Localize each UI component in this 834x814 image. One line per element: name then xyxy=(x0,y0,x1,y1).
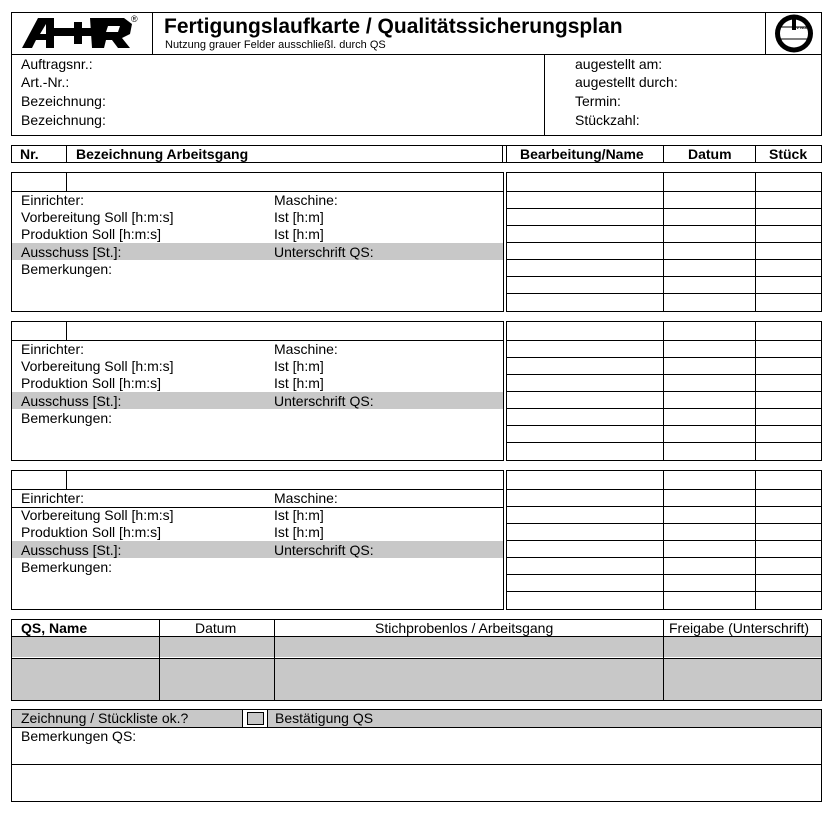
header-divider xyxy=(152,12,153,55)
qs-col-div-3 xyxy=(663,619,664,701)
logo-graphic xyxy=(18,14,146,52)
stueckzahl-label: Stückzahl: xyxy=(575,112,640,128)
seal-label: TÜV NORD xyxy=(791,25,812,30)
footer-div-1 xyxy=(242,709,243,728)
termin-label: Termin: xyxy=(575,93,621,109)
artnr-label: Art.-Nr.: xyxy=(21,74,70,90)
grid-line xyxy=(506,276,822,277)
grid-line xyxy=(506,391,822,392)
maschine-label: Maschine: xyxy=(274,341,338,357)
footer-div-2 xyxy=(267,709,268,728)
ausschuss-label: Ausschuss [St.]: xyxy=(21,542,122,558)
tuev-seal-icon xyxy=(772,13,816,54)
unterschrift-qs-label: Unterschrift QS: xyxy=(274,244,374,260)
ops-header-div-5 xyxy=(755,145,756,163)
ausschuss-label: Ausschuss [St.]: xyxy=(21,244,122,260)
company-logo xyxy=(18,14,146,52)
produktion-label: Produktion Soll [h:m:s] xyxy=(21,375,162,391)
maschine-label: Maschine: xyxy=(274,192,338,208)
op-title-line xyxy=(11,340,504,341)
ops-header-div-3 xyxy=(506,145,507,163)
ist-label-2: Ist [h:m] xyxy=(274,524,324,540)
grid-line xyxy=(506,425,822,426)
footer-line-2 xyxy=(11,764,822,765)
operation-block-1 xyxy=(0,172,834,313)
col-nr-header: Nr. xyxy=(20,146,39,162)
bemerkungen-label: Bemerkungen: xyxy=(21,410,113,426)
qs-datum-header: Datum xyxy=(195,620,237,636)
grid-line xyxy=(506,259,822,260)
einrichter-label: Einrichter: xyxy=(21,490,85,506)
page-title: Fertigungslaufkarte / Qualitätssicherungsplan xyxy=(164,15,623,38)
grid-line xyxy=(506,574,822,575)
vorbereitung-label: Vorbereitung Soll [h:m:s] xyxy=(21,209,174,225)
unterschrift-qs-label: Unterschrift QS: xyxy=(274,542,374,558)
qs-freigabe-header: Freigabe (Unterschrift) xyxy=(669,620,810,636)
logo-registered-mark: ® xyxy=(131,14,138,24)
col-bezeichnung-header: Bezeichnung Arbeitsgang xyxy=(76,146,249,162)
ops-header-div-2 xyxy=(502,145,503,163)
ist-label-2: Ist [h:m] xyxy=(274,226,324,242)
op-nr-divider xyxy=(66,172,67,192)
grid-line xyxy=(506,242,822,243)
ausgestellt-durch-label: augestellt durch: xyxy=(575,74,678,90)
ist-label-1: Ist [h:m] xyxy=(274,507,324,523)
grid-line xyxy=(506,591,822,592)
ist-label-1: Ist [h:m] xyxy=(274,209,324,225)
ist-label-1: Ist [h:m] xyxy=(274,358,324,374)
grid-line xyxy=(506,506,822,507)
grid-line xyxy=(506,540,822,541)
ist-label-2: Ist [h:m] xyxy=(274,375,324,391)
bezeichnung-label-2: Bezeichnung: xyxy=(21,112,106,128)
einrichter-label: Einrichter: xyxy=(21,341,85,357)
op-nr-divider xyxy=(66,321,67,341)
unterschrift-qs-label: Unterschrift QS: xyxy=(274,393,374,409)
page-subtitle: Nutzung grauer Felder ausschließl. durch QS xyxy=(165,39,386,51)
qs-col-div-1 xyxy=(159,619,160,701)
grid-line xyxy=(506,340,822,341)
grid-line xyxy=(506,489,822,490)
ops-header-div-1 xyxy=(66,145,67,163)
vorbereitung-label: Vorbereitung Soll [h:m:s] xyxy=(21,358,174,374)
qs-col-div-2 xyxy=(274,619,275,701)
col-stueck-header: Stück xyxy=(769,146,808,162)
op-title-line xyxy=(11,191,504,192)
op-left-box xyxy=(11,470,504,610)
grid-line xyxy=(506,408,822,409)
zeichnung-label: Zeichnung / Stückliste ok.? xyxy=(21,710,189,726)
vorbereitung-label: Vorbereitung Soll [h:m:s] xyxy=(21,507,174,523)
operation-block-3 xyxy=(0,470,834,611)
grid-line xyxy=(506,293,822,294)
qs-row-line xyxy=(11,658,822,659)
op-left-box xyxy=(11,321,504,461)
ausschuss-label: Ausschuss [St.]: xyxy=(21,393,122,409)
maschine-label: Maschine: xyxy=(274,490,338,506)
produktion-label: Produktion Soll [h:m:s] xyxy=(21,524,162,540)
qs-row-1-gray xyxy=(12,637,821,657)
ausgestellt-am-label: augestellt am: xyxy=(575,56,663,72)
grid-line xyxy=(506,357,822,358)
einrichter-label: Einrichter: xyxy=(21,192,85,208)
ops-header-div-4 xyxy=(663,145,664,163)
grid-line xyxy=(506,557,822,558)
col-bearbeitung-header: Bearbeitung/Name xyxy=(520,146,644,162)
bemerkungen-qs-label: Bemerkungen QS: xyxy=(21,728,137,744)
grid-line xyxy=(506,374,822,375)
produktion-label: Produktion Soll [h:m:s] xyxy=(21,226,162,242)
header-divider-right xyxy=(765,12,766,55)
bestaetigung-qs-label: Bestätigung QS xyxy=(275,710,374,726)
bezeichnung-label-1: Bezeichnung: xyxy=(21,93,106,109)
zeichnung-checkbox[interactable] xyxy=(247,712,264,725)
qs-stichprobe-header: Stichprobenlos / Arbeitsgang xyxy=(375,620,554,636)
bemerkungen-label: Bemerkungen: xyxy=(21,559,113,575)
qs-row-2-gray xyxy=(12,659,821,700)
col-datum-header: Datum xyxy=(688,146,732,162)
op-title-line xyxy=(11,489,504,490)
order-info-box xyxy=(11,54,822,136)
auftragsnr-label: Auftragsnr.: xyxy=(21,56,93,72)
grid-line xyxy=(506,191,822,192)
op-left-box xyxy=(11,172,504,312)
grid-line xyxy=(506,523,822,524)
grid-line xyxy=(506,442,822,443)
grid-line xyxy=(506,208,822,209)
qs-name-header: QS, Name xyxy=(21,620,88,636)
grid-line xyxy=(506,225,822,226)
qs-header-line xyxy=(11,636,822,637)
op-nr-divider xyxy=(66,470,67,490)
operation-block-2 xyxy=(0,321,834,462)
info-divider xyxy=(544,54,545,136)
bemerkungen-label: Bemerkungen: xyxy=(21,261,113,277)
